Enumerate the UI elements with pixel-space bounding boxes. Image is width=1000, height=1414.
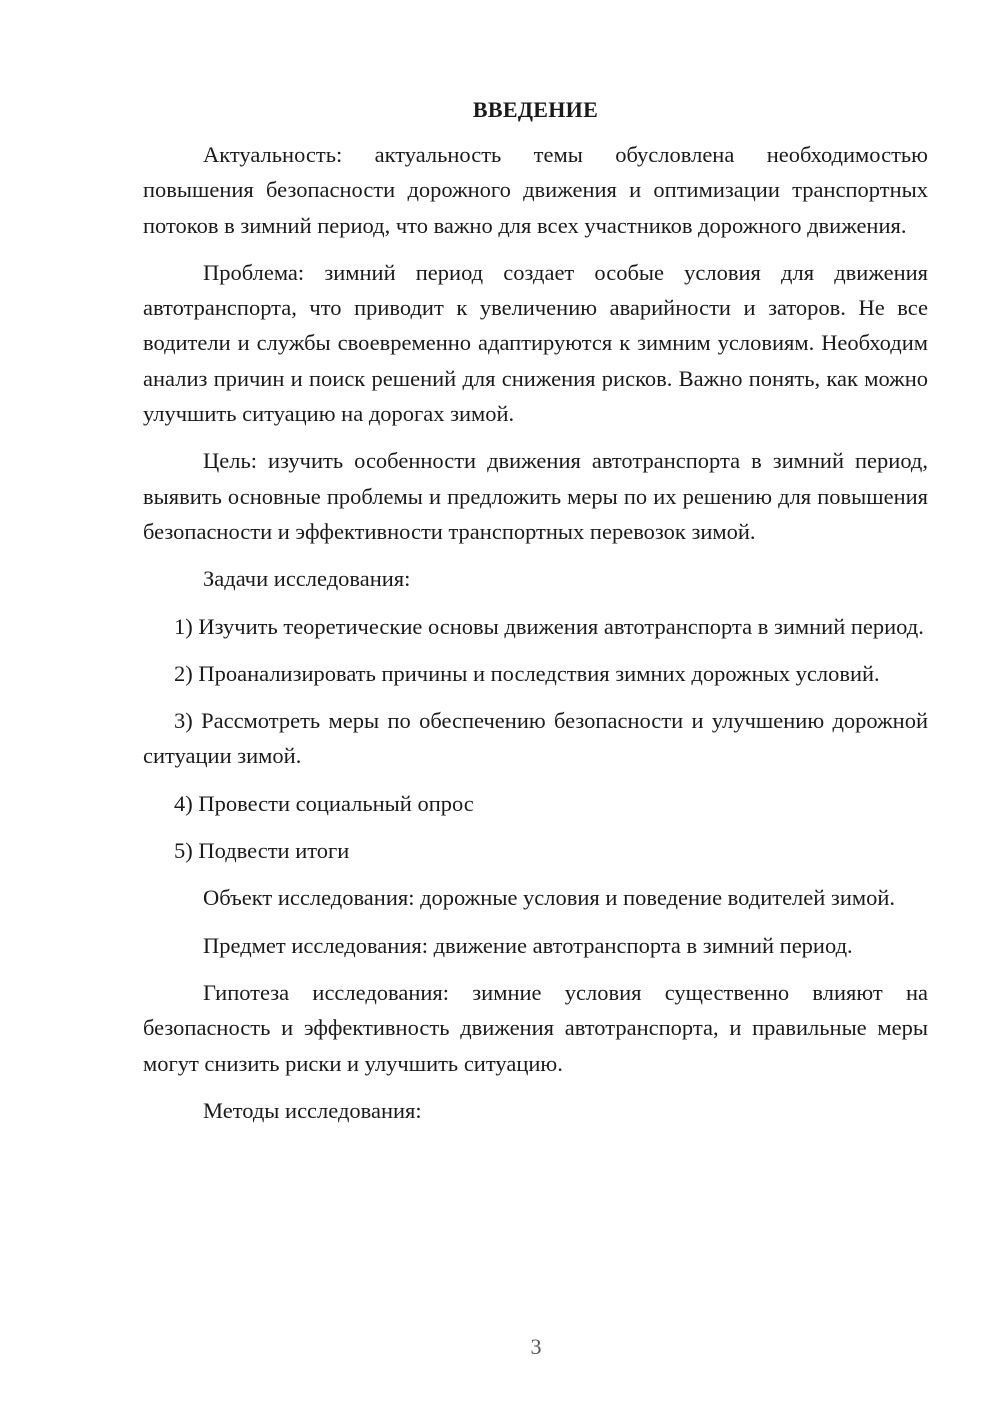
paragraph-hypothesis: Гипотеза исследования: зимние условия существенно влияют на безопасность и эффективность движения автотранспорта, и правильные меры могут снизить риски и улучшить ситуацию. [143,979,928,1076]
paragraph-subject: Предмет исследования: движение автотранспорта в зимний период. [203,932,853,958]
task-item-5: 5) Подвести итоги [174,838,350,864]
paragraph-problem: Проблема: зимний период создает особые условия для движения автотранспорта, что приводит к увеличению аварийности и заторов. Не все водители и службы своевременно адаптируются к зимним условиям. Необходим анализ причин и поиск решений для снижения рисков. Важно понять, как можно улучшить ситуацию на дорогах зимой. [143,259,928,427]
document-page [143,95,928,1140]
task-item-4: 4) Провести социальный опрос [174,790,474,816]
paragraph-methods: Методы исследования: [203,1097,422,1123]
document-heading: ВВЕДЕНИЕ [472,97,599,122]
task-item-1: 1) Изучить теоретические основы движения автотранспорта в зимний период. [174,613,924,639]
paragraph-goal: Цель: изучить особенности движения автотранспорта в зимний период, выявить основные проблемы и предложить меры по их решению для повышения безопасности и эффективности транспортных перевозок зимой. [143,448,928,544]
page-number: 3 [530,1334,542,1359]
paragraph-tasks-title: Задачи исследования: [203,566,411,592]
task-item-3: 3) Рассмотреть меры по обеспечению безопасности и улучшению дорожной ситуации зимой. [143,708,928,769]
paragraph-object: Объект исследования: дорожные условия и поведение водителей зимой. [203,885,896,911]
task-item-2: 2) Проанализировать причины и последствия зимних дорожных условий. [174,660,880,686]
paragraph-relevance: Актуальность: актуальность темы обусловлена необходимостью повышения безопасности дорожного движения и оптимизации транспортных потоков в зимний период, что важно для всех участников дорожного движения. [143,142,928,238]
